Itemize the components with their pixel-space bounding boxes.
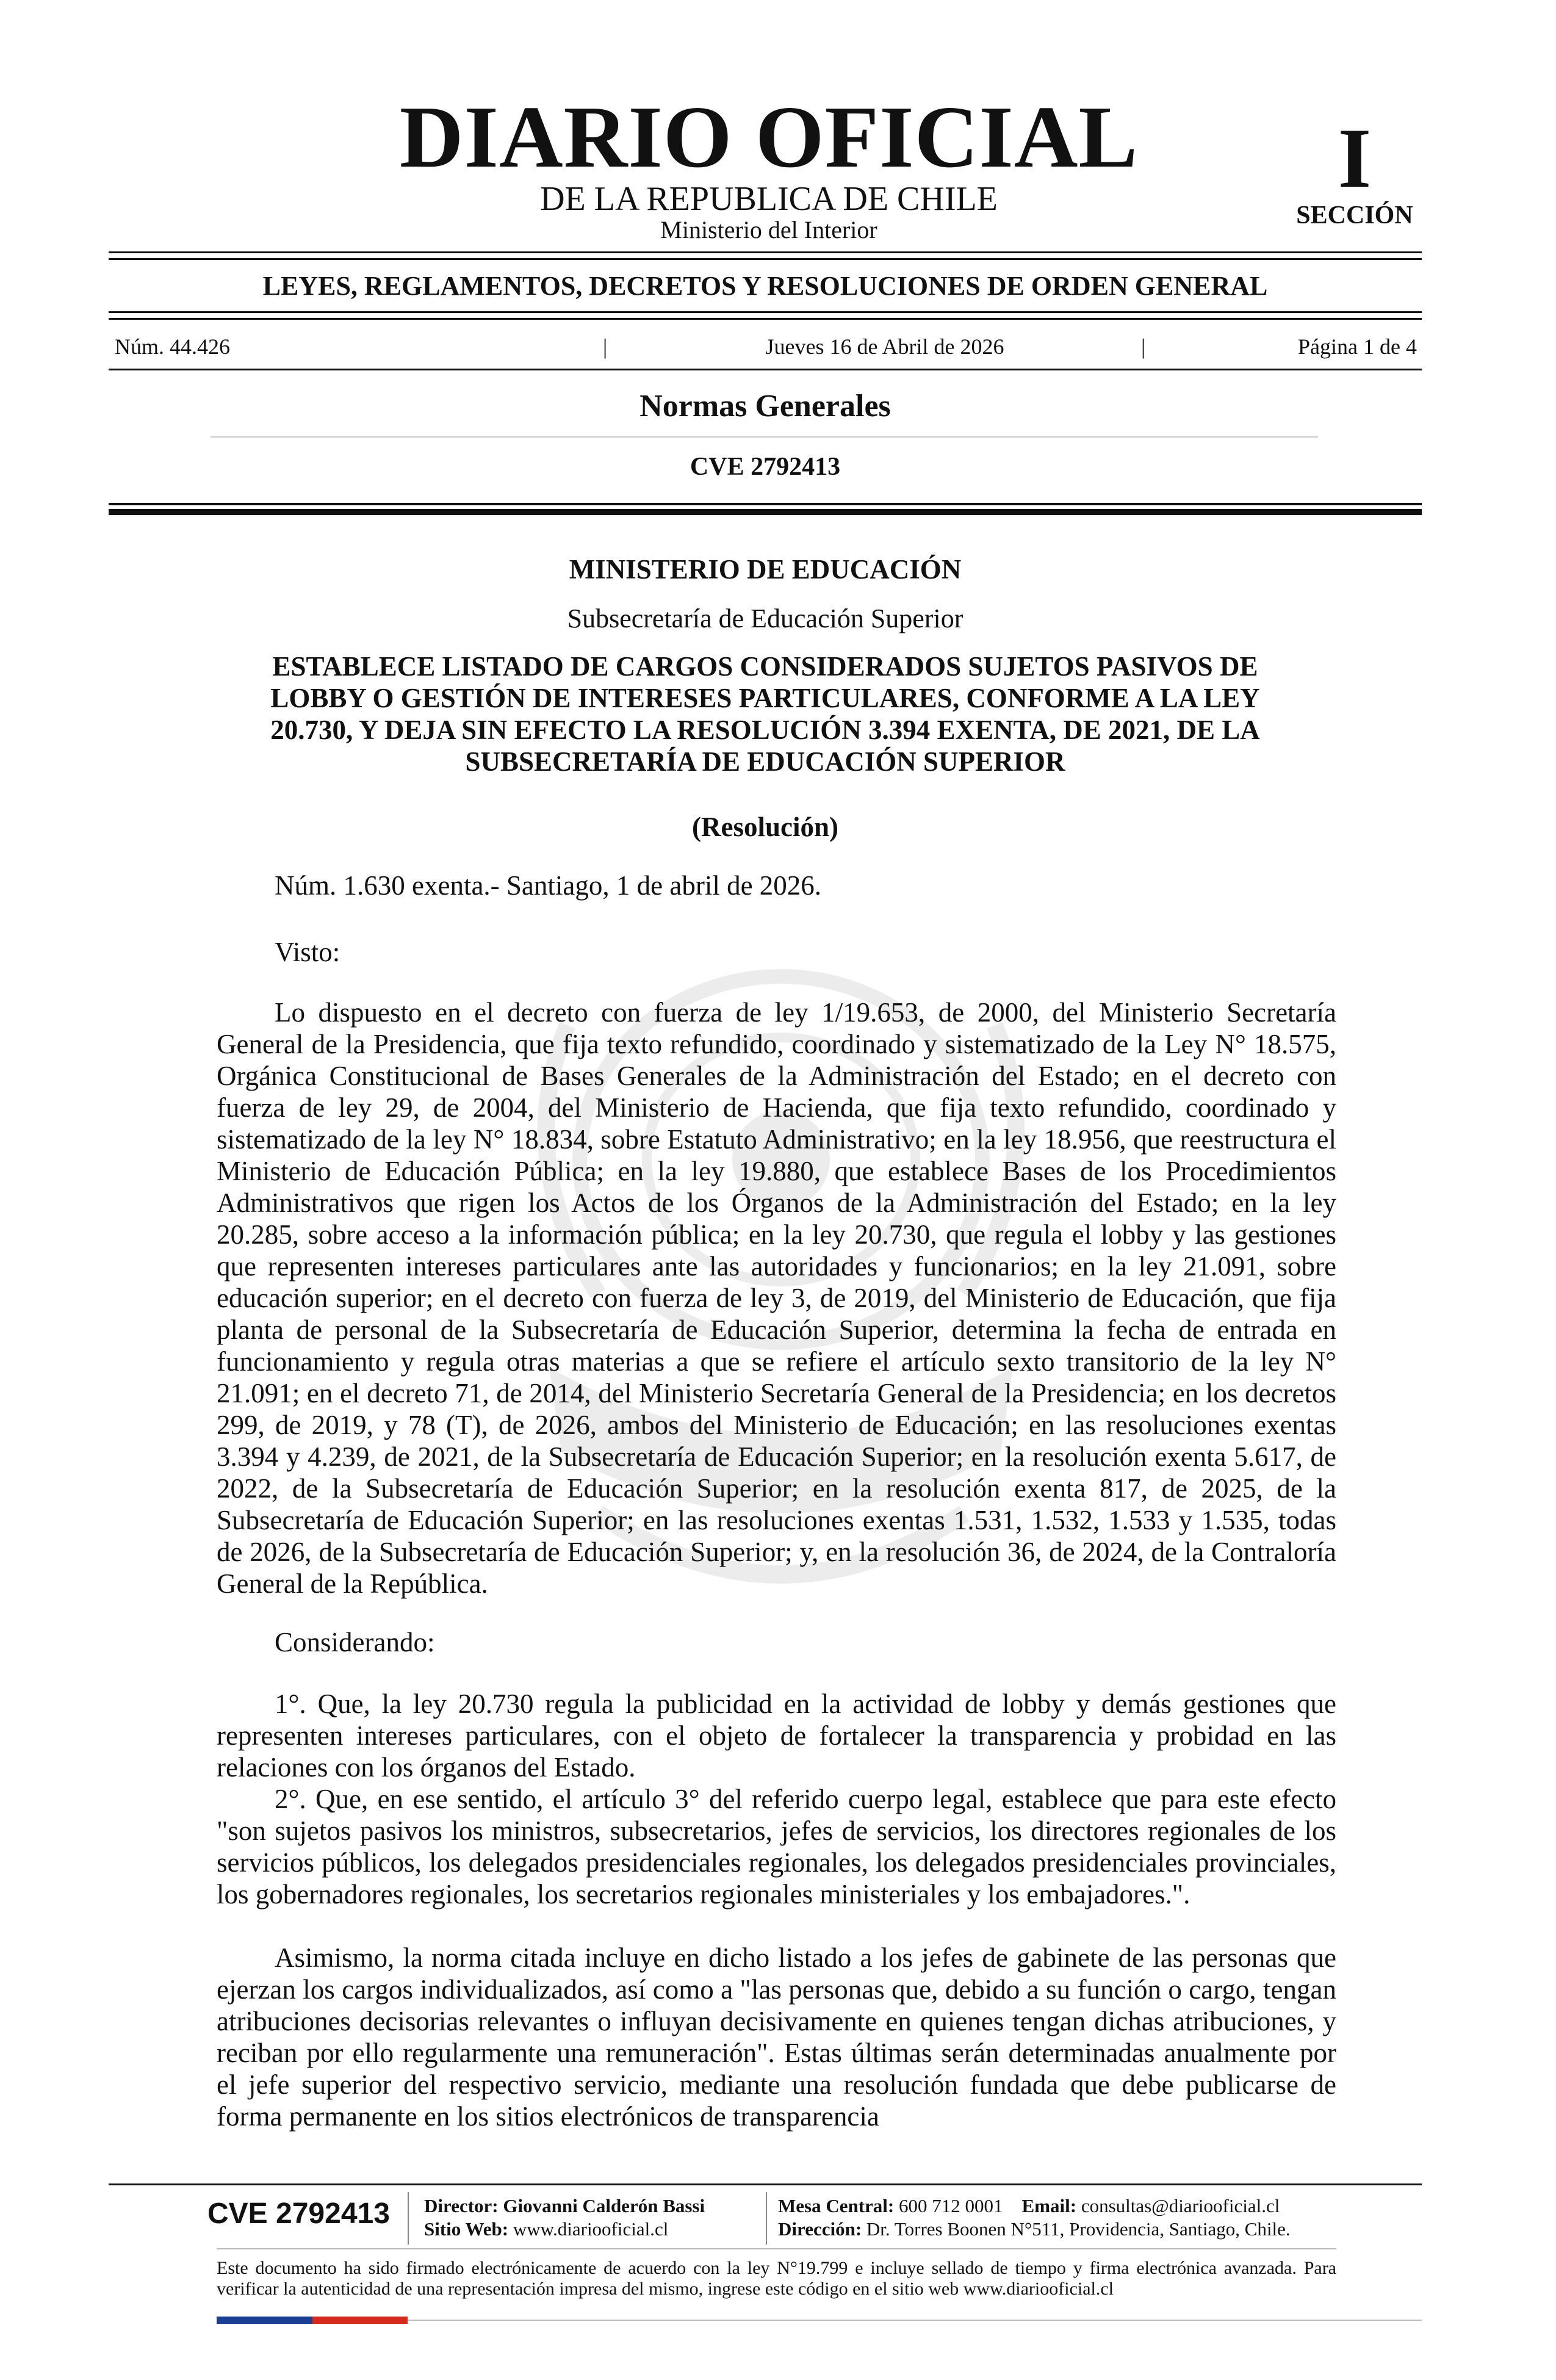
visto-paragraph: Lo dispuesto en el decreto con fuerza de ley 1/19.653, de 2000, del Ministerio Secretaría General de la Presidencia, que fija texto refundido, coordinado y sistematizado de la Ley N° 18.575, Orgánica Constitucional de Bases Generales de la Administración del Estado; en el decreto con fuerza de ley 29, de 2004, del Ministerio de Hacienda, que fija texto refundido, coordinado y sistematizado de la ley N° 18.834, sobre Estatuto Administrativo; en la ley 18.956, que reestructura el Ministerio de Educación Pública; en la ley 19.880, que establece Bases de los Procedimientos Administrativos que rigen los Actos de los Órganos de la Administración del Estado; en la ley 20.285, sobre acceso a la información pública; en la ley 20.730, que regula el lobby y las gestiones que representen intereses particulares ante las autoridades y funcionarios; en la ley 21.091, sobre educación superior; en el decreto con fuerza de ley 3, de 2019, del Ministerio de Educación, que fija planta de personal de la Subsecretaría de Educación Superior, determina la fecha de entrada en funcionamiento y regula otras materias a que se refiere el artículo sexto transitorio de la ley N° 21.091; en el decreto 71, de 2014, del Ministerio Secretaría General de la Presidencia; en los decretos 299, de 2019, y 78 (T), de 2026, ambos del Ministerio de Educación; en las resoluciones exentas 3.394 y 4.239, de 2021, de la Subsecretaría de Educación Superior; en la resolución exenta 5.617, de 2022, de la Subsecretaría de Educación Superior; en la resolución exenta 817, de 2025, de la Subsecretaría de Educación Superior; en las resoluciones exentas 1.531, 1.532, 1.533 y 1.535, todas de 2026, de la Subsecretaría de Educación Superior; y, en la resolución 36, de 2024, de la Contraloría General de la República.: [217, 997, 1336, 1599]
header-bottom-rule: [109, 503, 1422, 505]
header-bottom-thick-rule: [109, 509, 1422, 515]
flag-stripe-red: [312, 2317, 408, 2324]
footer-thin-rule: [217, 2248, 1336, 2249]
address-value: Dr. Torres Boonen N°511, Providencia, Santiago, Chile.: [866, 2218, 1291, 2240]
section-number: I: [1338, 111, 1372, 206]
email-label: Email:: [1021, 2195, 1077, 2216]
footer-contact-block: [778, 2194, 1291, 2241]
considerando-label: Considerando:: [275, 1627, 435, 1657]
resolution-heading: ESTABLECE LISTADO DE CARGOS CONSIDERADOS SUJETOS PASIVOS DE LOBBY O GESTIÓN DE INTERESES PARTICULARES, CONFORME A LA LEY 20.730, Y DEJA SIN EFECTO LA RESOLUCIÓN 3.394 EXENTA, DE 2021, DE LA SUBSECRETARÍA DE EDUCACIÓN SUPERIOR: [270, 651, 1260, 777]
issue-separator: |: [603, 334, 608, 359]
considerando-paragraph-1: 1°. Que, la ley 20.730 regula la publicidad en la actividad de lobby y demás gestiones que representen intereses particulares, con el objeto de fortalecer la transparencia y probidad en las relaciones con los órganos del Estado.: [217, 1689, 1336, 1783]
footer-separator: [766, 2192, 767, 2245]
section-title: Normas Generales: [639, 389, 891, 424]
director-label: Director:: [424, 2195, 499, 2216]
email-link[interactable]: consultas@diariooficial.cl: [1081, 2195, 1280, 2216]
footer-disclaimer: Este documento ha sido firmado electrónicamente de acuerdo con la ley N°19.799 e incluye sellado de tiempo y firma electrónica avanzada. Para verificar la autenticidad de una representación impresa del mismo, ingrese este código en el sitio web www.diariooficial.cl: [217, 2258, 1336, 2299]
section-label: SECCIÓN: [1296, 201, 1413, 229]
address-label: Dirección:: [778, 2218, 862, 2240]
considerando-paragraph-3: Asimismo, la norma citada incluye en dicho listado a los jefes de gabinete de las personas que ejerzan los cargos individualizados, así como a "las personas que, debido a su función o cargo, tengan atribuciones decisorias relevantes o influyan decisivamente en quienes tengan dichas atribuciones, y reciban por ello regularmente una remuneración". Estas últimas serán determinadas anualmente por el jefe superior del respectivo servicio, mediante una resolución fundada que debe publicarse de forma permanente en los sitios electrónicos de transparencia: [217, 1942, 1336, 2132]
flag-stripe-blue: [217, 2317, 312, 2324]
site-label: Sitio Web:: [424, 2218, 509, 2240]
issue-date: Jueves 16 de Abril de 2026: [765, 334, 1004, 359]
visto-label: Visto:: [275, 937, 340, 967]
site-link[interactable]: www.diariooficial.cl: [513, 2218, 669, 2240]
masthead-subtitle: DE LA REPUBLICA DE CHILE: [540, 180, 998, 218]
category-divider: [109, 311, 1422, 320]
issue-page: Página 1 de 4: [1298, 334, 1417, 359]
footer-director-block: [424, 2194, 705, 2241]
footer-top-rule: [109, 2183, 1422, 2185]
ministry-name: MINISTERIO DE EDUCACIÓN: [569, 554, 962, 585]
considerando-paragraph-2: 2°. Que, en ese sentido, el artículo 3° del referido cuerpo legal, establece que para este efecto "son sujetos pasivos los ministros, subsecretarios, jefes de servicios, los directores regionales de los servicios públicos, los delegados presidenciales regionales, los delegados presidenciales provinciales, los gobernadores regionales, los secretarios regionales ministeriales y los embajadores.".: [217, 1784, 1336, 1909]
mesa-value: 600 712 0001: [899, 2195, 1003, 2216]
director-name: Giovanni Calderón Bassi: [503, 2195, 705, 2216]
document-type: (Resolución): [692, 812, 838, 842]
footer-cve-code: CVE 2792413: [207, 2198, 390, 2230]
masthead-title: DIARIO OFICIAL: [399, 88, 1139, 186]
masthead-ministry: Ministerio del Interior: [660, 216, 877, 243]
cve-code: CVE 2792413: [690, 453, 841, 481]
issue-separator: |: [1141, 334, 1146, 359]
footer-bottom-line: [408, 2320, 1422, 2321]
mesa-label: Mesa Central:: [778, 2195, 895, 2216]
section-title-underline: [211, 436, 1318, 438]
resolution-number: Núm. 1.630 exenta.- Santiago, 1 de abril de 2026.: [275, 870, 822, 901]
subsecretaria-name: Subsecretaría de Educación Superior: [567, 604, 963, 633]
masthead-divider: [109, 251, 1422, 260]
issue-number: Núm. 44.426: [115, 334, 230, 359]
issue-info-row: [110, 333, 1422, 360]
footer-separator: [408, 2192, 409, 2245]
category-heading: LEYES, REGLAMENTOS, DECRETOS Y RESOLUCIONES DE ORDEN GENERAL: [262, 271, 1268, 301]
issue-divider: [109, 369, 1422, 370]
